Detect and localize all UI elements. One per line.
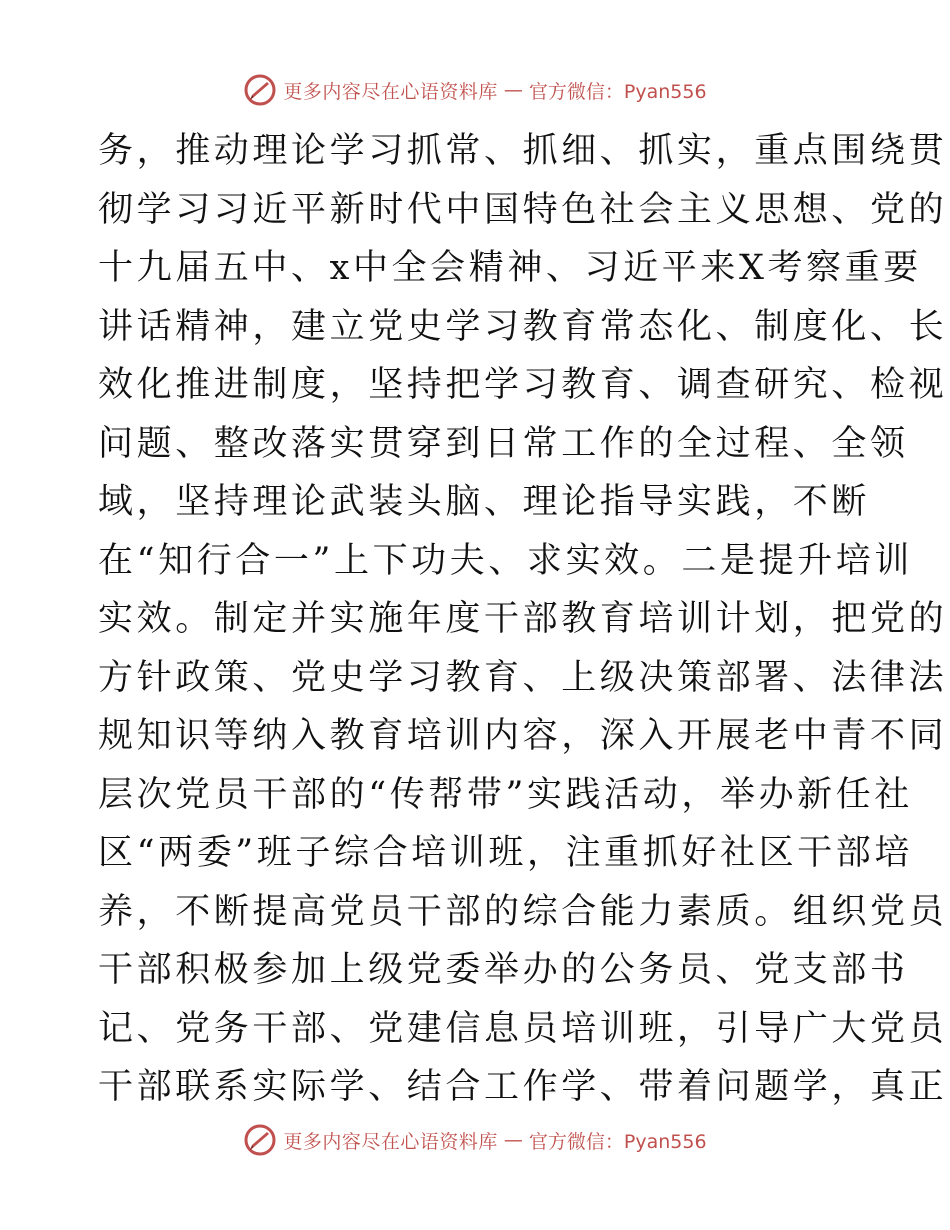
footer-watermark bbox=[0, 1120, 950, 1160]
text-line: 干部积极参加上级党委举办的公务员、党支部书 bbox=[98, 950, 909, 990]
text-line: 十九届五中、x中全会精神、习近平来X考察重要 bbox=[98, 248, 922, 288]
watermark-separator: — bbox=[503, 1129, 523, 1151]
text-line: 实效。制定并实施年度干部教育培训计划，把党的 bbox=[98, 599, 948, 639]
text-line: 层次党员干部的“传帮带”实践活动，举办新任社 bbox=[98, 774, 913, 815]
text-line: 效化推进制度，坚持把学习教育、调查研究、检视 bbox=[98, 365, 948, 405]
watermark-brand-text: 更多内容尽在心语资料库 bbox=[283, 1130, 498, 1153]
watermark-official-text: 官方微信：Pyan556 bbox=[528, 80, 707, 103]
text-line: 讲话精神，建立党史学习教育常态化、制度化、长 bbox=[98, 306, 948, 347]
watermark-separator: — bbox=[503, 79, 523, 101]
brand-logo-icon bbox=[243, 73, 277, 107]
watermark-official-text: 官方微信：Pyan556 bbox=[528, 1130, 707, 1153]
text-line: 区“两委”班子综合培训班，注重抓好社区干部培 bbox=[98, 833, 913, 873]
text-line: 干部联系实际学、结合工作学、带着问题学，真正 bbox=[98, 1067, 948, 1107]
text-line: 彻学习习近平新时代中国特色社会主义思想、党的 bbox=[98, 189, 948, 230]
document-body bbox=[98, 122, 948, 1117]
text-line: 问题、整改落实贯穿到日常工作的全过程、全领 bbox=[98, 423, 909, 464]
text-line: 方针政策、党史学习教育、上级决策部署、法律法 bbox=[98, 657, 948, 698]
watermark-brand-text: 更多内容尽在心语资料库 bbox=[283, 80, 498, 103]
header-watermark bbox=[0, 70, 950, 110]
brand-logo-icon bbox=[243, 1123, 277, 1157]
text-line: 务，推动理论学习抓常、抓细、抓实，重点围绕贯 bbox=[98, 131, 948, 171]
text-line: 域，坚持理论武装头脑、理论指导实践，不断 bbox=[98, 482, 871, 522]
text-line: 规知识等纳入教育培训内容，深入开展老中青不同 bbox=[98, 716, 948, 756]
text-line: 养，不断提高党员干部的综合能力素质。组织党员 bbox=[98, 891, 948, 932]
text-line: 在“知行合一”上下功夫、求实效。二是提升培训 bbox=[98, 540, 913, 581]
text-line: 记、党务干部、党建信息员培训班，引导广大党员 bbox=[98, 1008, 948, 1049]
